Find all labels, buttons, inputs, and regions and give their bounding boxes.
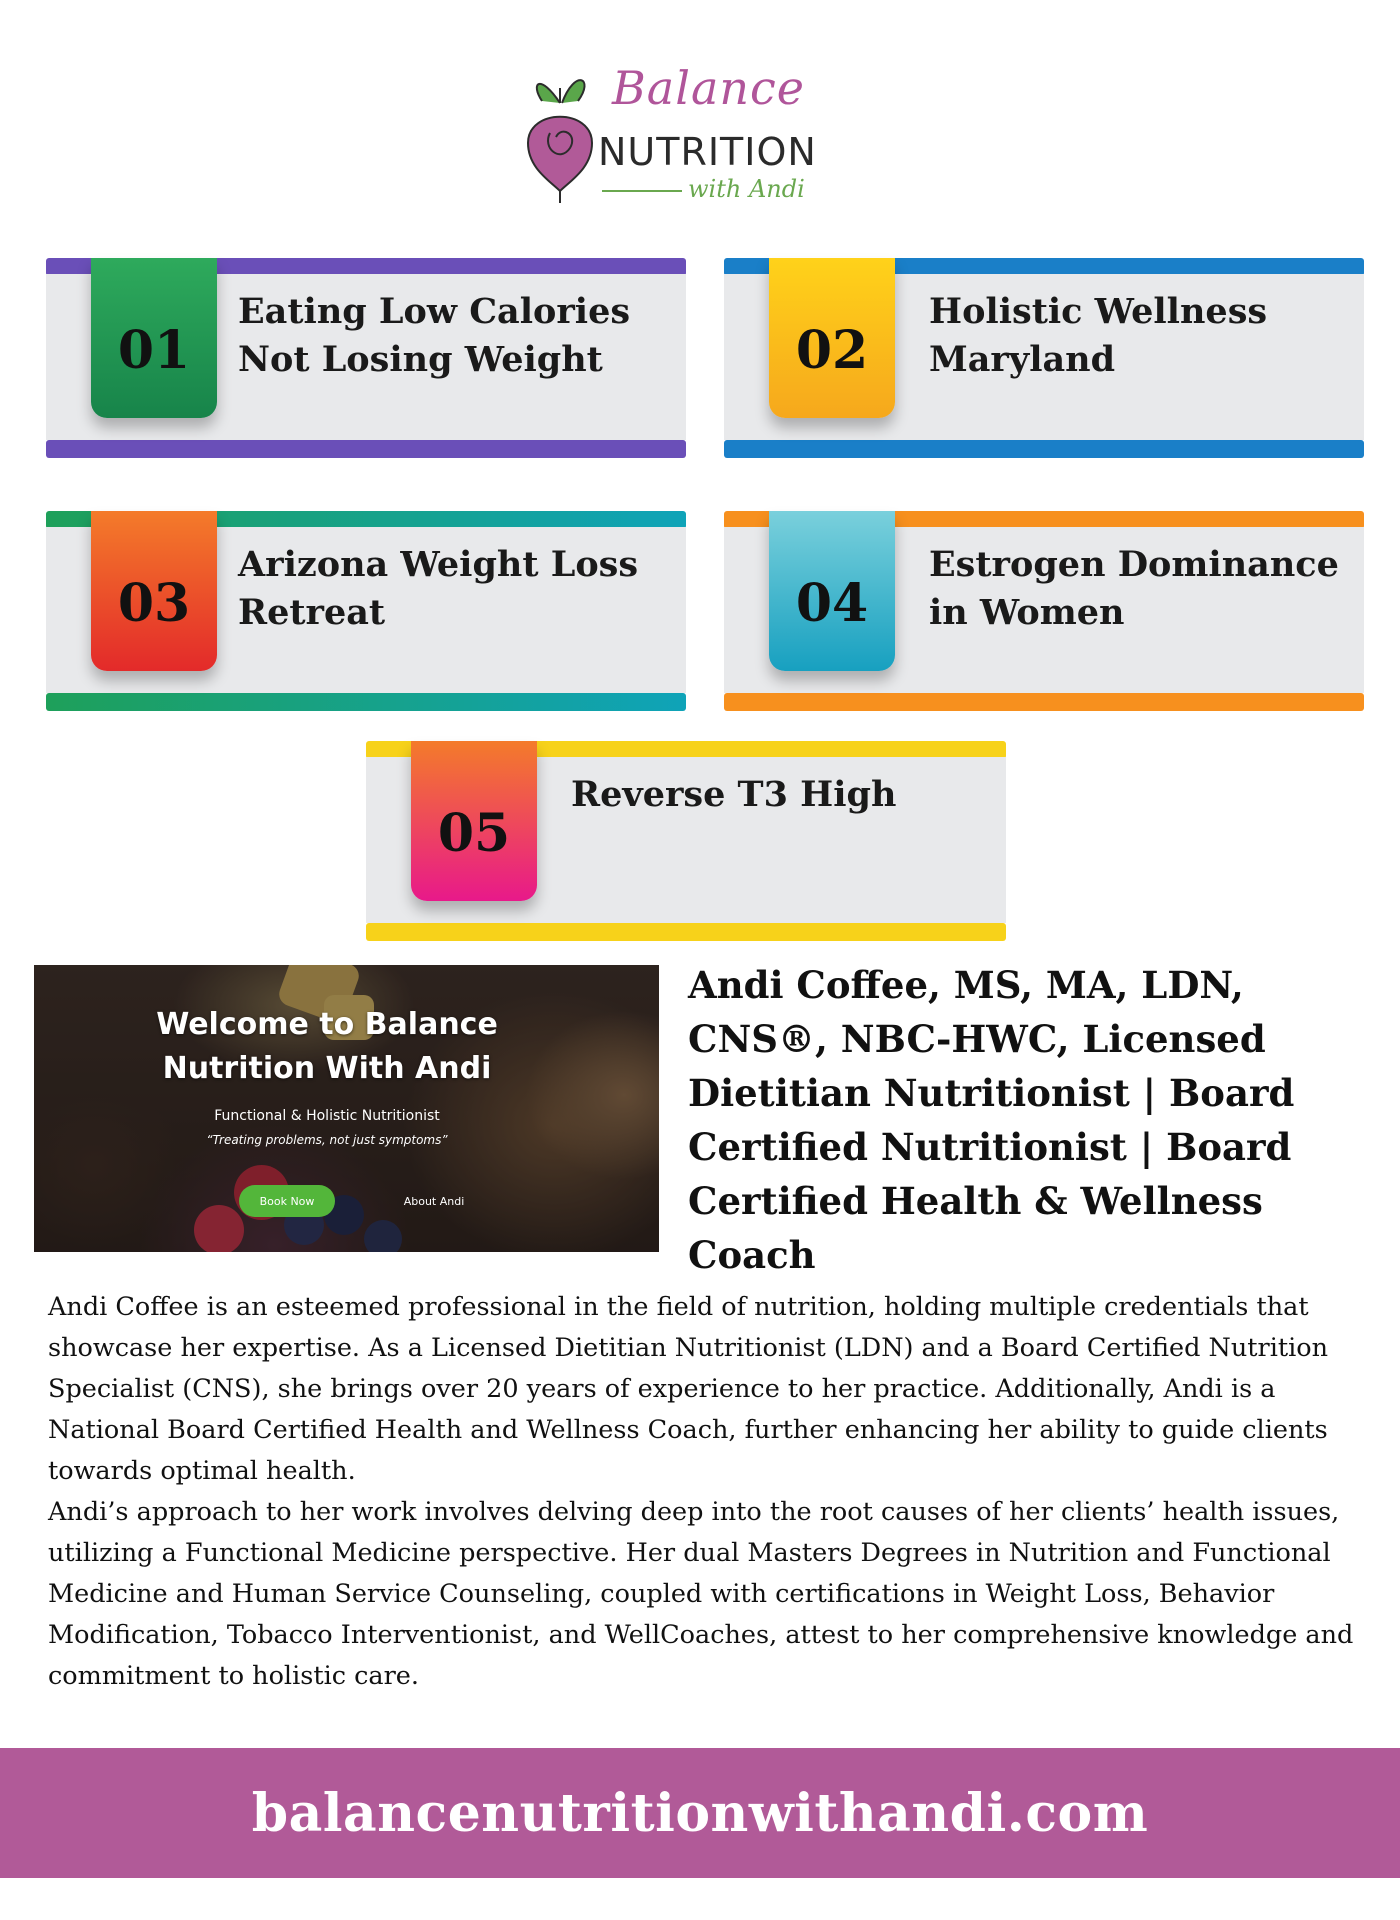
card-title: Estrogen Dominance in Women [929,544,1339,633]
screenshot-subheading: Functional & Holistic Nutritionist [214,1108,440,1124]
topic-card-04[interactable] [724,511,1364,711]
topic-card-03[interactable] [46,511,686,711]
logo-with-text: with Andi [688,175,805,203]
card-number: 04 [795,572,869,634]
beet-icon [520,63,600,203]
card-title: Holistic Wellness Maryland [929,291,1268,380]
brand-logo [520,55,850,210]
topic-card-01[interactable] [46,258,686,458]
website-url-link[interactable]: balancenutritionwithandi.com [251,1782,1149,1844]
card-title: Reverse T3 High [571,774,897,815]
topic-card-02[interactable] [724,258,1364,458]
about-andi-link[interactable]: About Andi [403,1194,465,1208]
card-number: 02 [795,319,869,381]
card-number: 01 [117,319,191,381]
card-number: 05 [437,802,511,864]
screenshot-heading: Welcome to Balance Nutrition With Andi [156,1007,498,1086]
logo-script-text: Balance [612,61,805,115]
bio-paragraph-1: Andi Coffee is an esteemed professional in the field of nutrition, holding multiple credentials that showcase her expertise. As a Licensed Dietitian Nutritionist (LDN) and a Board Certified Nutrition Specialist (CNS), she brings over 20 years of experience to her practice. Additionally, Andi is a National Board Certified Health and Wellness Coach, further enhancing her ability to guide clients towards optimal health. [48,1292,1329,1486]
logo-tagline [602,175,805,203]
screenshot-tagline: “Treating problems, not just symptoms” [206,1133,448,1147]
footer-banner [0,1748,1400,1878]
card-title: Arizona Weight Loss Retreat [238,544,639,633]
bio-paragraph-2: Andi’s approach to her work involves delving deep into the root causes of her clients’ health issues, utilizing a Functional Medicine perspective. Her dual Masters Degrees in Nutrition and Functional Medicine and Human Service Counseling, coupled with certifications in Weight Loss, Behavior Modification, Tobacco Interventionist, and WellCoaches, attest to her comprehensive knowledge and commitment to holistic care. [48,1497,1354,1691]
book-now-button[interactable]: Book Now [239,1185,335,1217]
website-screenshot [34,965,659,1252]
topic-card-05[interactable] [366,741,1006,941]
card-title: Eating Low Calories Not Losing Weight [238,291,631,380]
bio-heading: Andi Coffee, MS, MA, LDN, CNS®, NBC-HWC, Licensed Dietitian Nutritionist | Board Certified Nutritionist | Board Certified Health & Wellness Coach [688,963,1295,1277]
bio-body [48,1287,1368,1697]
logo-main-text: NUTRITION [598,130,817,174]
card-number: 03 [117,572,191,634]
